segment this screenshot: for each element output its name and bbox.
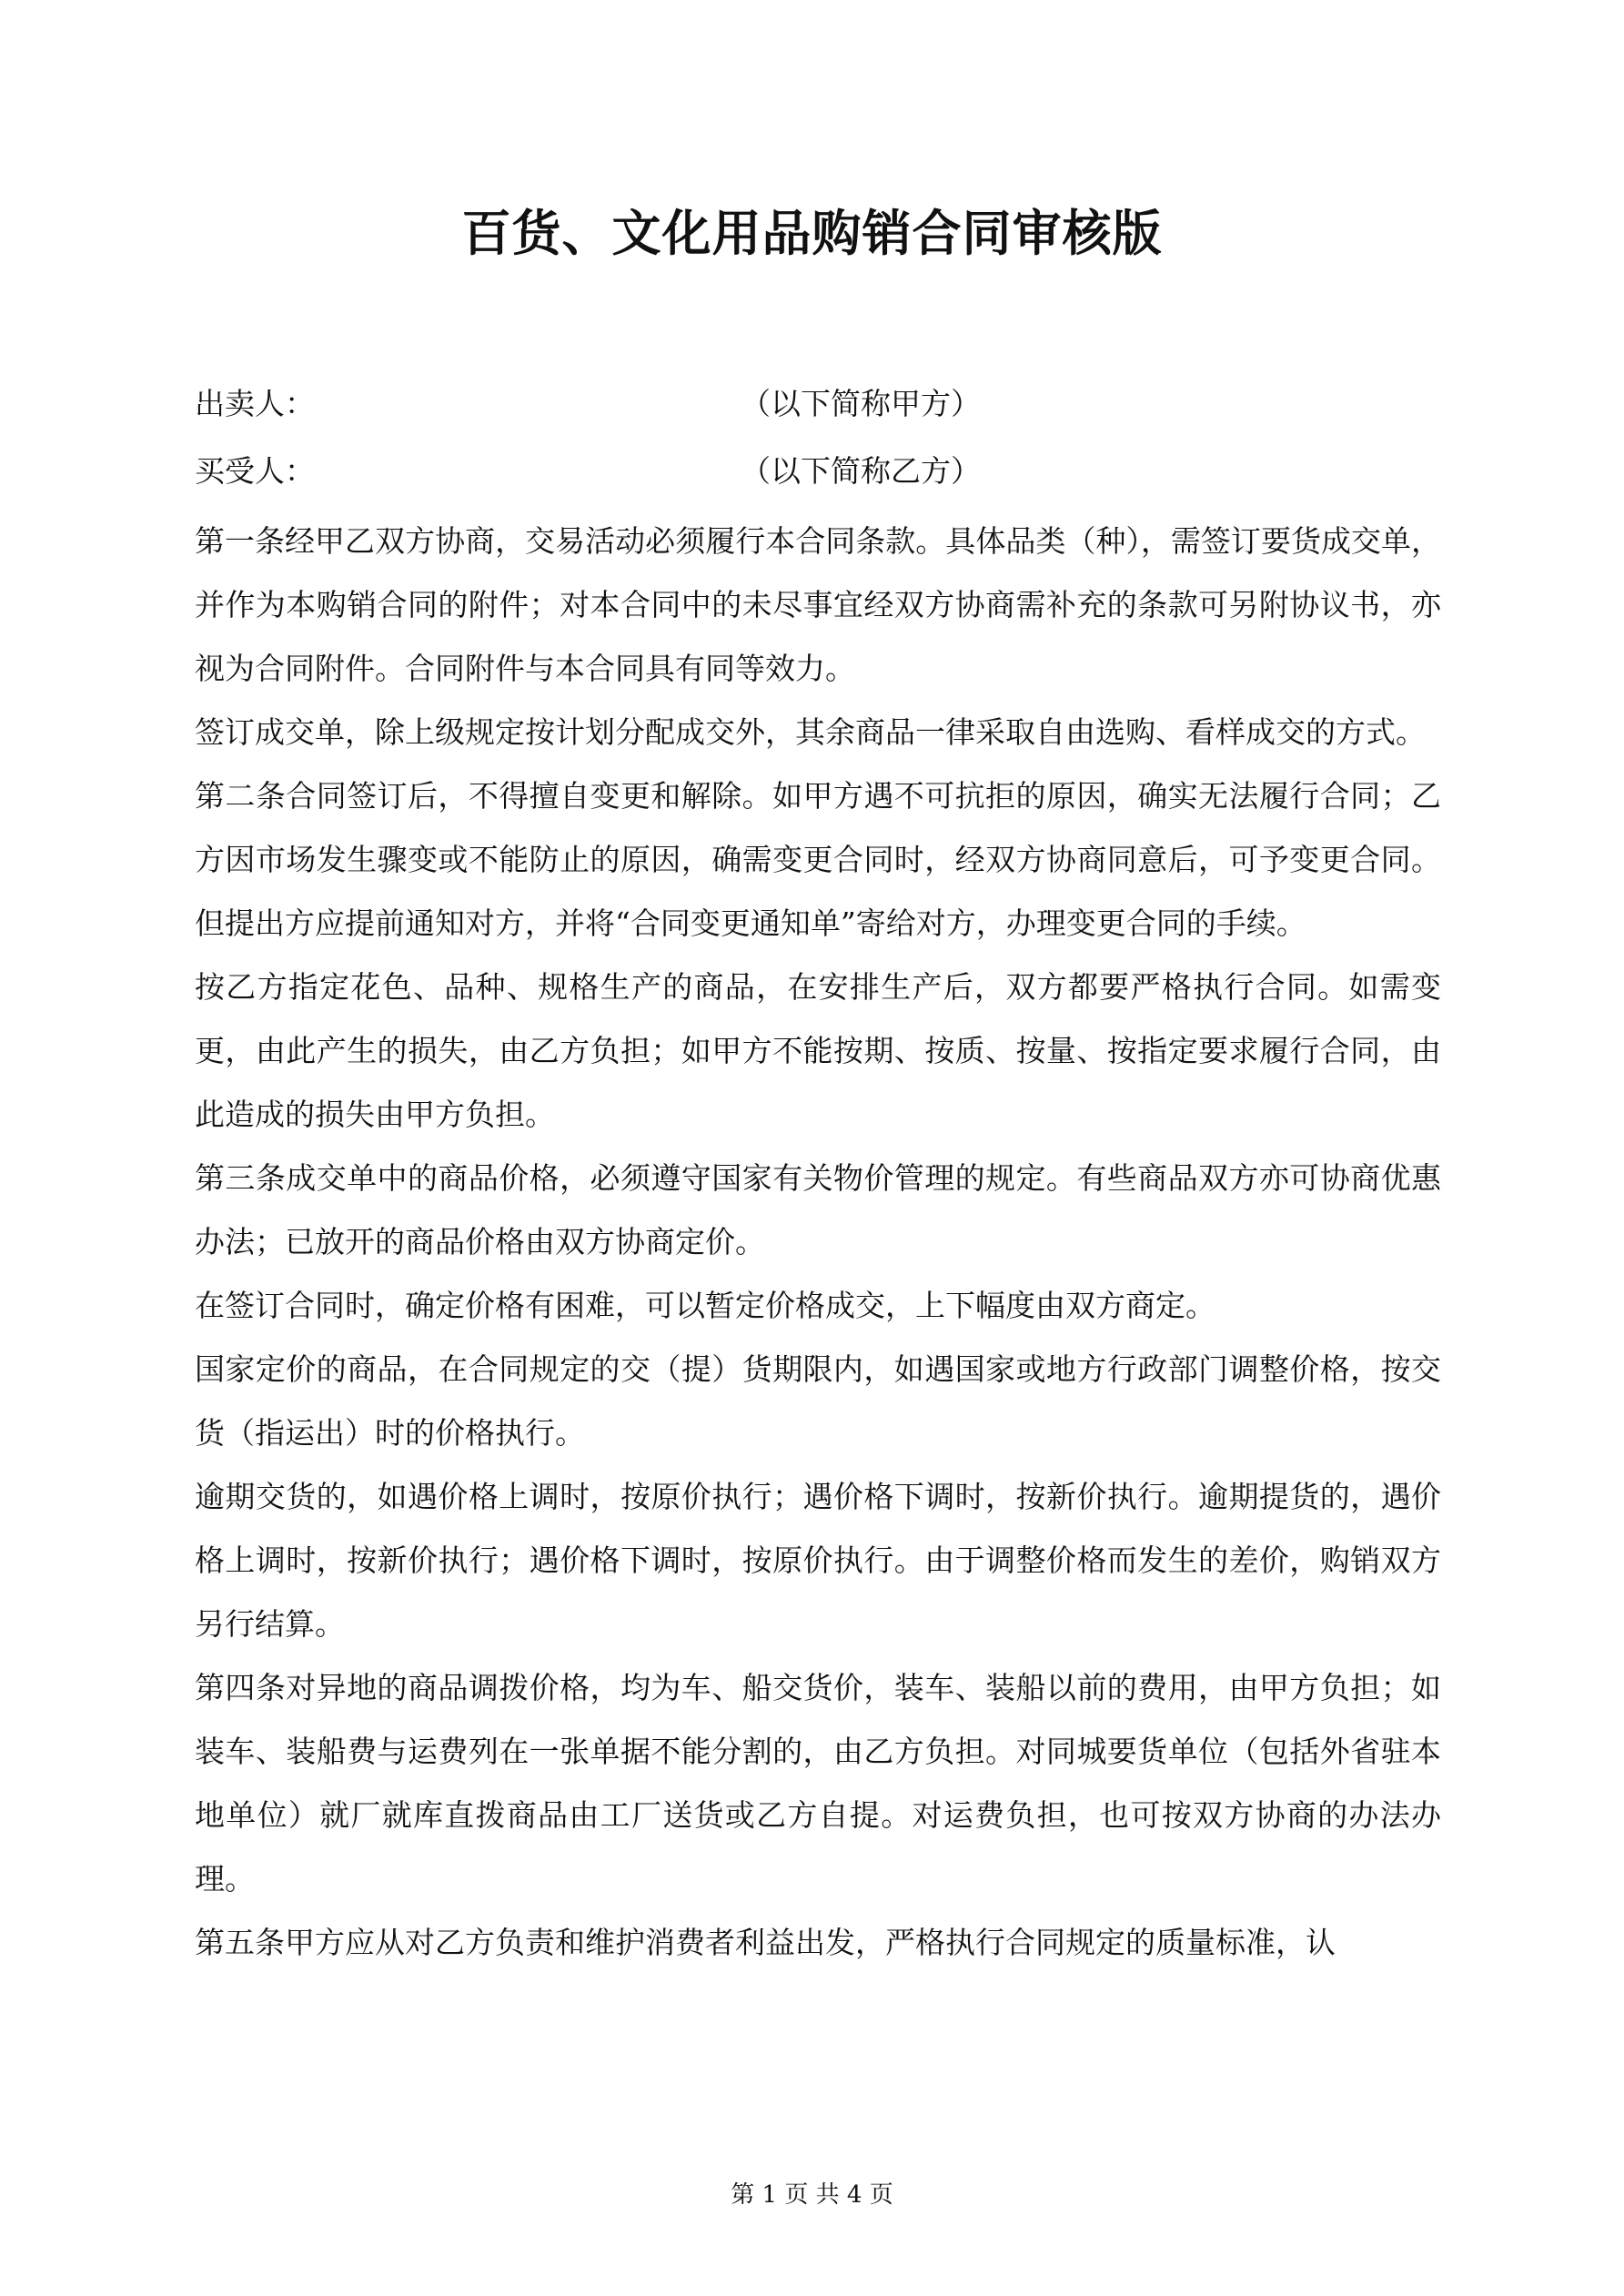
document-title: 百货、文化用品购销合同审核版 — [461, 205, 1163, 262]
seller-note: （以下简称甲方） — [741, 386, 981, 421]
paragraph-article-5: 第五条甲方应从对乙方负责和维护消费者利益出发，严格执行合同规定的质量标准，认 — [195, 1925, 1336, 1960]
paragraph-article-4: 第四条对异地的商品调拨价格，均为车、船交货价，装车、装船以前的费用，由甲方负担；如装车、装船费与运费列在一张单据不能分割的，由乙方负担。对同城要货单位（包括外省驻本地单位）就厂就库直拨商品由工厂送货或乙方自提。对运费负担，也可按双方协商的办法办理。 — [195, 1670, 1441, 1896]
page-footer: 第 1 页 共 4 页 — [731, 2181, 893, 2209]
paragraph-overdue: 逾期交货的，如遇价格上调时，按原价执行；遇价格下调时，按新价执行。逾期提货的，遇价格上调时，按新价执行；遇价格下调时，按原价执行。由于调整价格而发生的差价，购销双方另行结算。 — [195, 1479, 1441, 1642]
paragraph-state-price: 国家定价的商品，在合同规定的交（提）货期限内，如遇国家或地方行政部门调整价格，按交货（指运出）时的价格执行。 — [195, 1351, 1441, 1451]
paragraph-article-2: 第二条合同签订后，不得擅自变更和解除。如甲方遇不可抗拒的原因，确实无法履行合同；乙方因市场发生骤变或不能防止的原因，确需变更合同时，经双方协商同意后，可予变更合同。但提出方应提前通知对方，并将“合同变更通知单”寄给对方，办理变更合同的手续。 — [195, 778, 1441, 941]
seller-label: 出卖人： — [195, 386, 315, 421]
buyer-note: （以下简称乙方） — [741, 453, 981, 489]
paragraph-provisional-price: 在签订合同时，确定价格有困难，可以暂定价格成交，上下幅度由双方商定。 — [195, 1288, 1215, 1323]
paragraph-article-3: 第三条成交单中的商品价格，必须遵守国家有关物价管理的规定。有些商品双方亦可协商优惠办法；已放开的商品价格由双方协商定价。 — [195, 1160, 1441, 1259]
buyer-line — [195, 446, 981, 497]
buyer-label: 买受人： — [195, 453, 315, 489]
seller-line — [195, 379, 981, 430]
paragraph-deal-slip: 签订成交单，除上级规定按计划分配成交外，其余商品一律采取自由选购、看样成交的方式。 — [195, 714, 1426, 750]
paragraph-article-1: 第一条经甲乙双方协商，交易活动必须履行本合同条款。具体品类（种），需签订要货成交单，并作为本购销合同的附件；对本合同中的未尽事宜经双方协商需补充的条款可另附协议书，亦视为合同附件。合同附件与本合同具有同等效力。 — [195, 523, 1441, 686]
paragraph-specified-goods: 按乙方指定花色、品种、规格生产的商品，在安排生产后，双方都要严格执行合同。如需变更，由此产生的损失，由乙方负担；如甲方不能按期、按质、按量、按指定要求履行合同，由此造成的损失由甲方负担。 — [195, 969, 1441, 1132]
contract-body — [195, 510, 1441, 1975]
